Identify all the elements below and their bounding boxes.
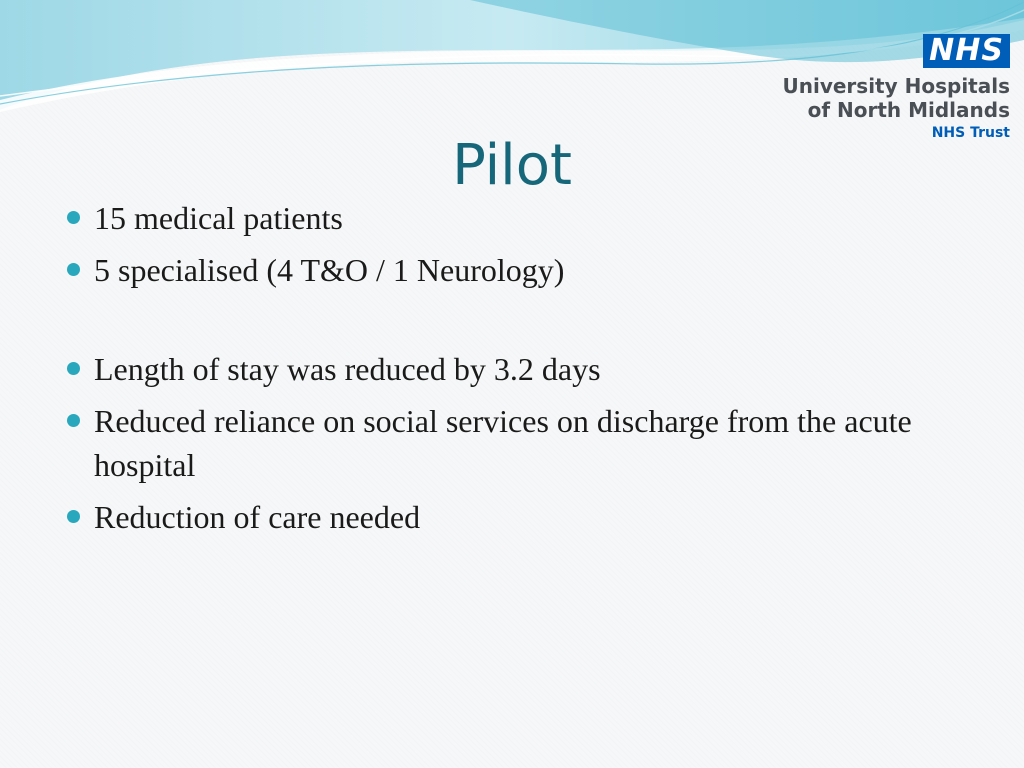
bullet-dot-icon: [67, 362, 80, 375]
bullet-dot-icon: [67, 211, 80, 224]
bullet-text: 15 medical patients: [94, 200, 343, 236]
bullet-dot-icon: [67, 263, 80, 276]
org-name-line1: University Hospitals: [782, 74, 1010, 98]
org-name-line3: NHS Trust: [931, 125, 1010, 141]
bullet-dot-icon: [67, 510, 80, 523]
bullet-item: [62, 248, 962, 292]
bullet-text: Reduction of care needed: [94, 499, 421, 535]
nhs-badge-logo: NHS: [923, 34, 1010, 68]
bullet-item: [62, 399, 962, 487]
bullet-text: Length of stay was reduced by 3.2 days: [94, 351, 601, 387]
slide-title: Pilot: [452, 133, 572, 198]
bullet-dot-icon: [67, 414, 80, 427]
bullet-text: Reduced reliance on social services on discharge from the acute hospital: [94, 403, 912, 483]
bullet-list: [62, 196, 962, 547]
bullet-item: [62, 495, 962, 539]
bullet-item: [62, 347, 962, 391]
bullet-text: 5 specialised (4 T&O / 1 Neurology): [94, 252, 565, 288]
bullet-item: [62, 196, 962, 240]
org-name-line2: of North Midlands: [807, 98, 1010, 122]
